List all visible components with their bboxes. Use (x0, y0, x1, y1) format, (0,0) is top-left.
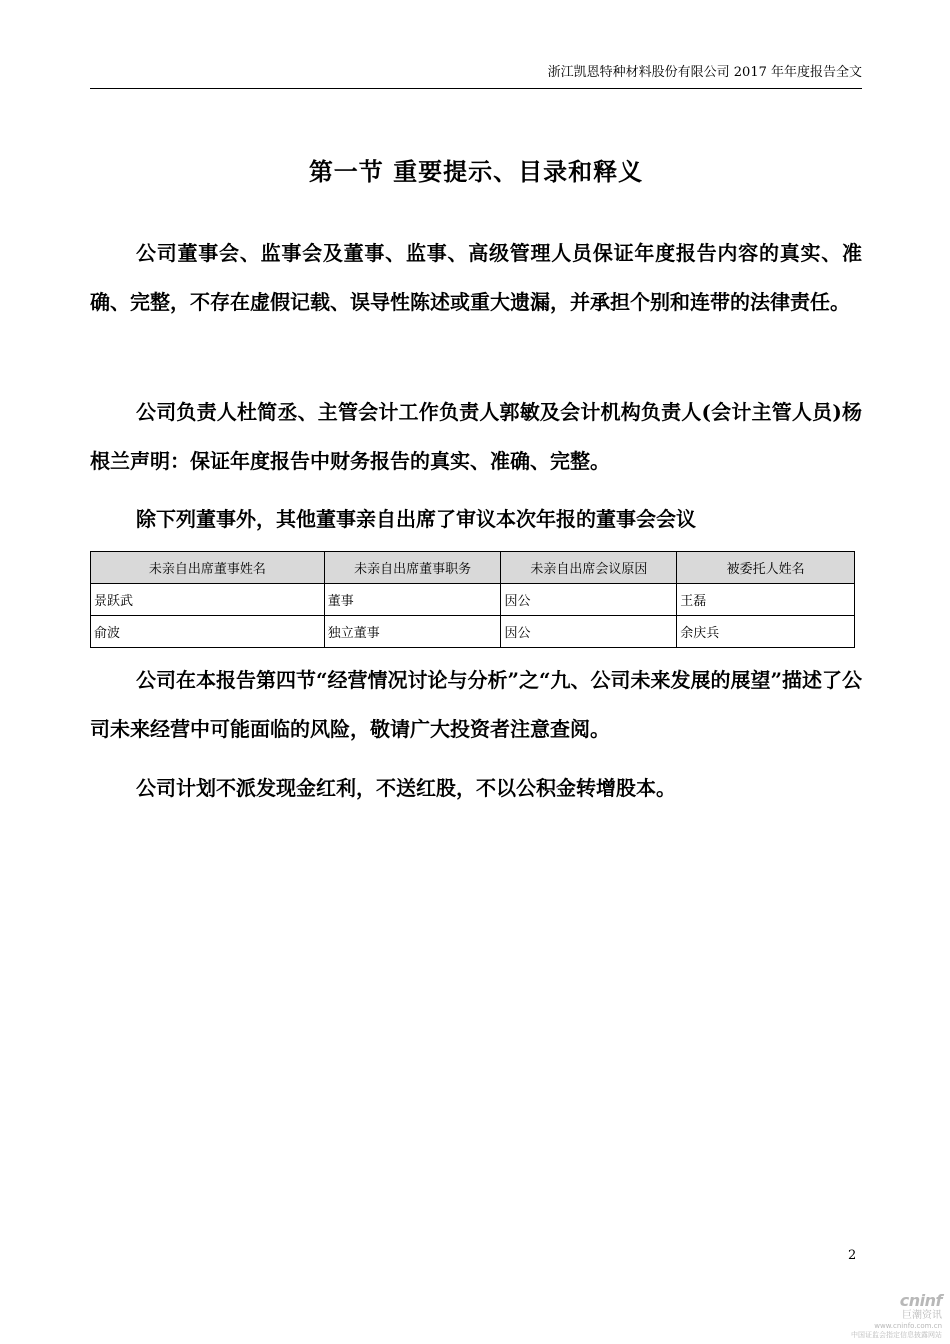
table-cell: 董事 (324, 584, 501, 616)
watermark-logo: cninf (899, 1291, 942, 1310)
table-header-cell: 未亲自出席会议原因 (501, 552, 677, 584)
table-cell: 王磊 (677, 584, 855, 616)
dividend-plan-paragraph: 公司计划不派发现金红利，不送红股，不以公积金转增股本。 (136, 776, 676, 800)
table-header-cell: 被委托人姓名 (677, 552, 855, 584)
table-cell: 景跃武 (91, 584, 325, 616)
table-header-cell: 未亲自出席董事职务 (324, 552, 501, 584)
table-cell: 俞波 (91, 616, 325, 648)
section-title: 第一节 重要提示、目录和释义 (308, 157, 644, 186)
absent-directors-table (90, 551, 855, 648)
table-cell: 因公 (501, 584, 677, 616)
table-header-row (91, 552, 855, 584)
attendance-statement: 除下列董事外，其他董事亲自出席了审议本次年报的董事会会议 (136, 507, 696, 531)
watermark-tagline: 中国证监会指定信息披露网站 (851, 1331, 942, 1339)
header-divider (90, 88, 862, 89)
cninfo-watermark (824, 1292, 942, 1340)
table-header-cell: 未亲自出席董事姓名 (91, 552, 325, 584)
disclaimer-paragraph: 公司董事会、监事会及董事、监事、高级管理人员保证年度报告内容的真实、准确、完整，不存在虚假记载、误导性陈述或重大遗漏，并承担个别和连带的法律责任。 (90, 241, 862, 314)
table-row (91, 584, 855, 616)
watermark-url: www.cninfo.com.cn (874, 1322, 942, 1330)
responsibility-statement: 公司负责人杜简丞、主管会计工作负责人郭敏及会计机构负责人(会计主管人员)杨根兰声明：保证年度报告中财务报告的真实、准确、完整。 (90, 400, 862, 473)
risk-notice-paragraph: 公司在本报告第四节“经营情况讨论与分析”之“九、公司未来发展的展望”描述了公司未来经营中可能面临的风险，敬请广大投资者注意查阅。 (90, 668, 863, 741)
page-number: 2 (848, 1248, 857, 1263)
watermark-subtitle: 巨潮资讯 (902, 1310, 942, 1321)
table-cell: 独立董事 (324, 616, 501, 648)
table-cell: 因公 (501, 616, 677, 648)
page-header: 浙江凯恩特种材料股份有限公司 2017 年年度报告全文 (547, 65, 862, 80)
table-row (91, 616, 855, 648)
table-cell: 余庆兵 (677, 616, 855, 648)
